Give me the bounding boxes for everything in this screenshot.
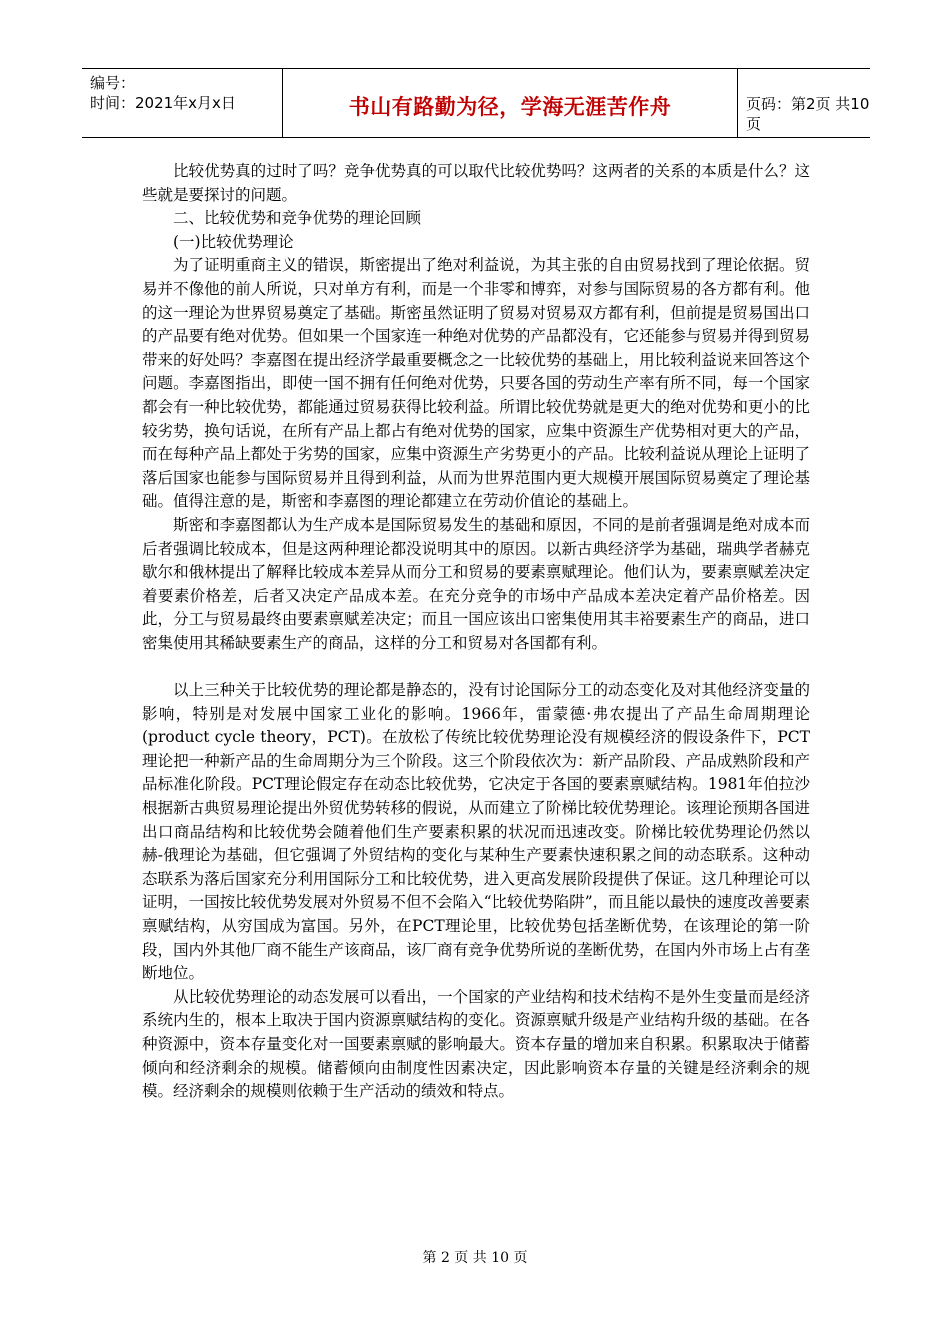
paragraph: 为了证明重商主义的错误，斯密提出了绝对利益说，为其主张的自由贸易找到了理论依据。贸易并不像他的前人所说，只对单方有利，而是一个非零和博弈，对参与国际贸易的各方都有利。他的这一理论为世界贸易奠定了基础。斯密虽然证明了贸易对贸易双方都有利，但前提是贸易国出口的产品要有绝对优势。但如果一个国家连一种绝对优势的产品都没有，它还能参与贸易并得到贸易带来的好处吗？李嘉图在提出经济学最重要概念之一比较优势的基础上，用比较利益说来回答这个问题。李嘉图指出，即使一国不拥有任何绝对优势，只要各国的劳动生产率有所不同，每一个国家都会有一种比较优势，都能通过贸易获得比较利益。所谓比较优势就是更大的绝对优势和更小的比较劣势，换句话说，在所有产品上都占有绝对优势的国家，应集中资源生产优势相对更大的产品，而在每种产品上都处于劣势的国家，应集中资源生产劣势更小的产品。比较利益说从理论上证明了落后国家也能参与国际贸易并且得到利益，从而为世界范围内更大规模开展国际贸易奠定了理论基础。值得注意的是，斯密和李嘉图的理论都建立在劳动价值论的基础上。 xyxy=(142,256,810,511)
paragraph: 从比较优势理论的动态发展可以看出，一个国家的产业结构和技术结构不是外生变量而是经济系统内生的，根本上取决于国内资源禀赋结构的变化。资源禀赋升级是产业结构升级的基础。在各种资源中，资本存量变化对一国要素禀赋的影响最大。资本存量的增加来自积累。积累取决于储蓄倾向和经济剩余的规模。储蓄倾向由制度性因素决定，因此影响资本存量的关键是经济剩余的规模。经济剩余的规模则依赖于生产活动的绩效和特点。 xyxy=(142,987,810,1101)
document-body xyxy=(142,160,810,1104)
header-page-label: 页码：第2页 共10页 xyxy=(746,95,870,133)
section-heading: 二、比较优势和竞争优势的理论回顾 xyxy=(173,209,422,228)
paragraph-intro: 比较优势真的过时了吗？竞争优势真的可以取代比较优势吗？这两者的关系的本质是什么？这些就是要探讨的问题。 xyxy=(142,162,810,204)
page-header xyxy=(82,68,870,138)
header-meta xyxy=(82,69,282,137)
page-footer: 第 2 页 共 10 页 xyxy=(422,1250,528,1266)
document-time-label: 时间：2021年x月x日 xyxy=(90,94,236,112)
paragraph: 斯密和李嘉图都认为生产成本是国际贸易发生的基础和原因，不同的是前者强调是绝对成本而后者强调比较成本，但是这两种理论都没说明其中的原因。以新古典经济学为基础，瑞典学者赫克歇尔和俄林提出了解释比较成本差异从而分工和贸易的要素禀赋理论。他们认为，要素禀赋差决定着要素价格差，后者又决定产品成本差。在充分竞争的市场中产品成本差决定着产品价格差。因此，分工与贸易最终由要素禀赋差决定；而且一国应该出口密集使用其丰裕要素生产的商品，进口密集使用其稀缺要素生产的商品，这样的分工和贸易对各国都有利。 xyxy=(142,515,810,652)
document-number-label: 编号： xyxy=(90,74,136,92)
header-page-cell xyxy=(738,69,870,137)
header-motto: 书山有路勤为径，学海无涯苦作舟 xyxy=(348,95,672,119)
subsection-heading: (一)比较优势理论 xyxy=(173,232,294,251)
header-motto-cell xyxy=(282,69,738,137)
paragraph: 以上三种关于比较优势的理论都是静态的，没有讨论国际分工的动态变化及对其他经济变量的影响，特别是对发展中国家工业化的影响。1966年，雷蒙德·弗农提出了产品生命周期理论(product cycle theory，PCT)。在放松了传统比较优势理论没有规模经济的假设条件下，PCT理论把一种新产品的生命周期分为三个阶段。这三个阶段依次为：新产品阶段、产品成熟阶段和产品标准化阶段。PCT理论假定存在动态比较优势，它决定于各国的要素禀赋结构。1981年伯拉沙根据新古典贸易理论提出外贸优势转移的假说，从而建立了阶梯比较优势理论。该理论预期各国进出口商品结构和比较优势会随着他们生产要素积累的状况而迅速改变。阶梯比较优势理论仍然以赫-俄理论为基础，但它强调了外贸结构的变化与某种生产要素快速积累之间的动态联系。这种动态联系为落后国家充分利用国际分工和比较优势，进入更高发展阶段提供了保证。这几种理论可以证明，一国按比较优势发展对外贸易不但不会陷入“比较优势陷阱”，而且能以最快的速度改善要素禀赋结构，从穷国成为富国。另外，在PCT理论里，比较优势包括垄断优势，在该理论的第一阶段，国内外其他厂商不能生产该商品，该厂商有竞争优势所说的垄断优势，在国内外市场上占有垄断地位。 xyxy=(142,681,810,983)
